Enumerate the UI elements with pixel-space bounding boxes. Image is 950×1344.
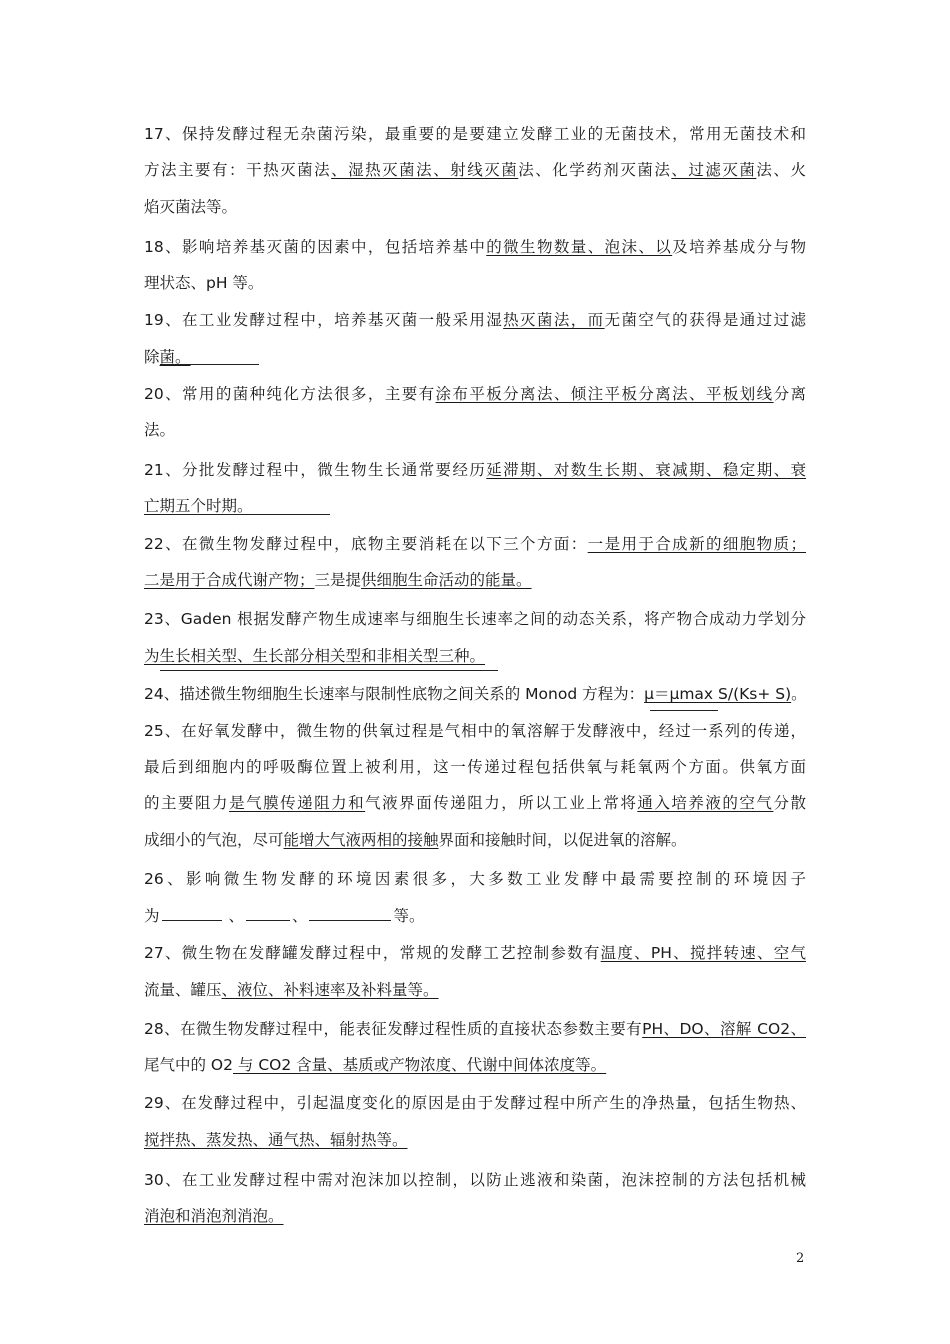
answer-text: 涂布平板分离法、倾注平板分离法、平板划线: [435, 385, 774, 403]
text-line: [144, 1206, 284, 1226]
question-text: 25、在好氧发酵中，微生物的供氧过程是气相中的氧溶解于发酵液中，经过一系列的传递，: [144, 722, 806, 740]
text-line: [144, 420, 175, 440]
question-text: 21、分批发酵过程中，微生物生长通常要经历: [144, 461, 487, 479]
answer-text: 亡期五个时期。: [144, 497, 253, 515]
text-line: [144, 1130, 408, 1150]
question-text: 27、微生物在发酵罐发酵过程中，常规的发酵工艺控制参数有: [144, 944, 601, 962]
text-line: [144, 757, 806, 777]
question-text: 分散: [773, 794, 806, 812]
answer-text: 、液位、补料速率及补料量等。: [221, 981, 439, 999]
answer-text: 消泡和消泡剂消泡。: [144, 1207, 284, 1225]
question-text: 20、常用的菌种纯化方法很多，主要有: [144, 385, 436, 403]
answer-text: 搅拌热、蒸发热、通气热、辐射热等。: [144, 1131, 408, 1149]
question-text: 流量、罐压: [144, 981, 222, 999]
text-line: [144, 273, 263, 293]
answer-text: 供细胞生命活动的能量。: [361, 571, 532, 589]
question-text: 最后到细胞内的呼吸酶位置上被利用，这一传递过程包括供氧与耗氧两个方面。供氧方面: [144, 758, 806, 776]
answer-text: 是气膜传递阻力和: [229, 794, 366, 812]
text-line: [144, 1093, 806, 1113]
answer-text: PH、DO、溶解 CO2、: [642, 1020, 806, 1038]
question-text: 19、在工业发酵过程中，培养基灭菌一般采用湿: [144, 311, 504, 329]
underline-rule: [160, 670, 498, 671]
text-line: [144, 496, 253, 516]
text-line: [144, 460, 806, 480]
question-text: 18、影响培养基灭菌的因素中，包括培养基中: [144, 238, 487, 256]
text-line: [144, 721, 806, 741]
question-text: 三是提: [314, 571, 362, 589]
answer-blank: [162, 906, 222, 921]
text-line: [144, 830, 687, 850]
text-line: [144, 943, 806, 963]
question-text: 理状态、pH 等。: [144, 274, 264, 292]
question-text: 及培养基成分与物: [672, 238, 806, 256]
question-text: 分离: [773, 385, 806, 403]
question-text: 法。: [144, 421, 176, 439]
answer-text: 一是用于合成新的细胞物质；: [587, 535, 806, 553]
question-text: 、: [223, 907, 244, 925]
answer-blank: [246, 906, 290, 921]
question-text: 28、在微生物发酵过程中，能表征发酵过程性质的直接状态参数主要有: [144, 1020, 643, 1038]
text-line: [144, 310, 806, 330]
text-line: [144, 684, 807, 704]
question-text: 17、保持发酵过程无杂菌污染，最重要的是要建立发酵工业的无菌技术，常用无菌技术和: [144, 125, 806, 143]
underline-rule: [160, 364, 259, 365]
text-line: [144, 197, 237, 217]
question-text: 、: [291, 907, 308, 925]
question-text: 法、火: [756, 161, 806, 179]
question-text: 。: [791, 685, 807, 703]
question-text: 24、描述微生物细胞生长速率与限制性底物之间关系的 Monod 方程为：: [144, 685, 645, 703]
answer-text: 热灭菌法，而: [503, 311, 605, 329]
question-text: 23、Gaden 根据发酵产物生成速率与细胞生长速率之间的动态关系，将产物合成动力学划分: [144, 610, 806, 628]
text-line: [144, 1055, 606, 1075]
answer-text: 、湿热灭菌法、射线灭菌: [331, 161, 519, 179]
answer-text: 的微生物数量、泡沫、以: [486, 238, 673, 256]
question-text: 等。: [393, 907, 425, 925]
question-text: 焰灭菌法等。: [144, 198, 238, 216]
text-line: [144, 646, 485, 666]
answer-text: 与 CO2 含量、基质或产物浓度、代谢中间体浓度等。: [233, 1056, 607, 1074]
underline-rule: [160, 514, 330, 515]
question-text: 的主要阻力: [144, 794, 230, 812]
answer-text: 能增大气液两相的接触: [283, 831, 439, 849]
text-line: [144, 124, 806, 144]
text-line: [144, 534, 806, 554]
text-line: [144, 237, 806, 257]
text-line: [144, 609, 806, 629]
question-text: 除: [144, 348, 160, 366]
answer-text: μ＝μmax S/(Ks+ S): [644, 685, 792, 703]
text-line: [144, 980, 439, 1000]
question-text: 方法主要有：干热灭菌法: [144, 161, 332, 179]
question-text: 气液界面传递阻力，所以工业上常将: [365, 794, 638, 812]
text-line: [144, 1019, 806, 1039]
question-text: 成细小的气泡，尽可: [144, 831, 284, 849]
question-text: 法、化学药剂灭菌法: [518, 161, 672, 179]
question-text: 为: [144, 907, 160, 925]
answer-text: 温度、PH、搅拌转速、空气: [600, 944, 806, 962]
question-text: 30、在工业发酵过程中需对泡沫加以控制，以防止逃液和染菌，泡沫控制的方法包括机械: [144, 1171, 806, 1189]
answer-text: 为生长相关型、生长部分相关型和非相关型三种。: [144, 647, 486, 665]
text-line: [144, 869, 806, 889]
question-text: 29、在发酵过程中，引起温度变化的原因是由于发酵过程中所产生的净热量，包括生物热、: [144, 1094, 806, 1112]
answer-text: 菌。: [159, 348, 191, 366]
question-text: 尾气中的 O2: [144, 1056, 233, 1074]
question-text: 无菌空气的获得是通过过滤: [604, 311, 806, 329]
text-line: [144, 906, 424, 926]
answer-text: 通入培养液的空气: [637, 794, 774, 812]
answer-blank: [309, 906, 391, 921]
underline-rule: [650, 710, 718, 711]
question-text: 26、影响微生物发酵的环境因素很多，大多数工业发酵中最需要控制的环境因子: [144, 870, 806, 888]
question-text: 22、在微生物发酵过程中，底物主要消耗在以下三个方面：: [144, 535, 588, 553]
text-line: [144, 570, 532, 590]
text-line: [144, 160, 806, 180]
text-line: [144, 1170, 806, 1190]
page-number: 2: [796, 1251, 805, 1266]
answer-text: 、过滤灭菌: [671, 161, 757, 179]
text-line: [144, 793, 806, 813]
answer-text: 延滞期、对数生长期、衰减期、稳定期、衰: [486, 461, 806, 479]
question-text: 界面和接触时间，以促进氧的溶解。: [438, 831, 687, 849]
answer-text: 二是用于合成代谢产物；: [144, 571, 315, 589]
text-line: [144, 384, 806, 404]
